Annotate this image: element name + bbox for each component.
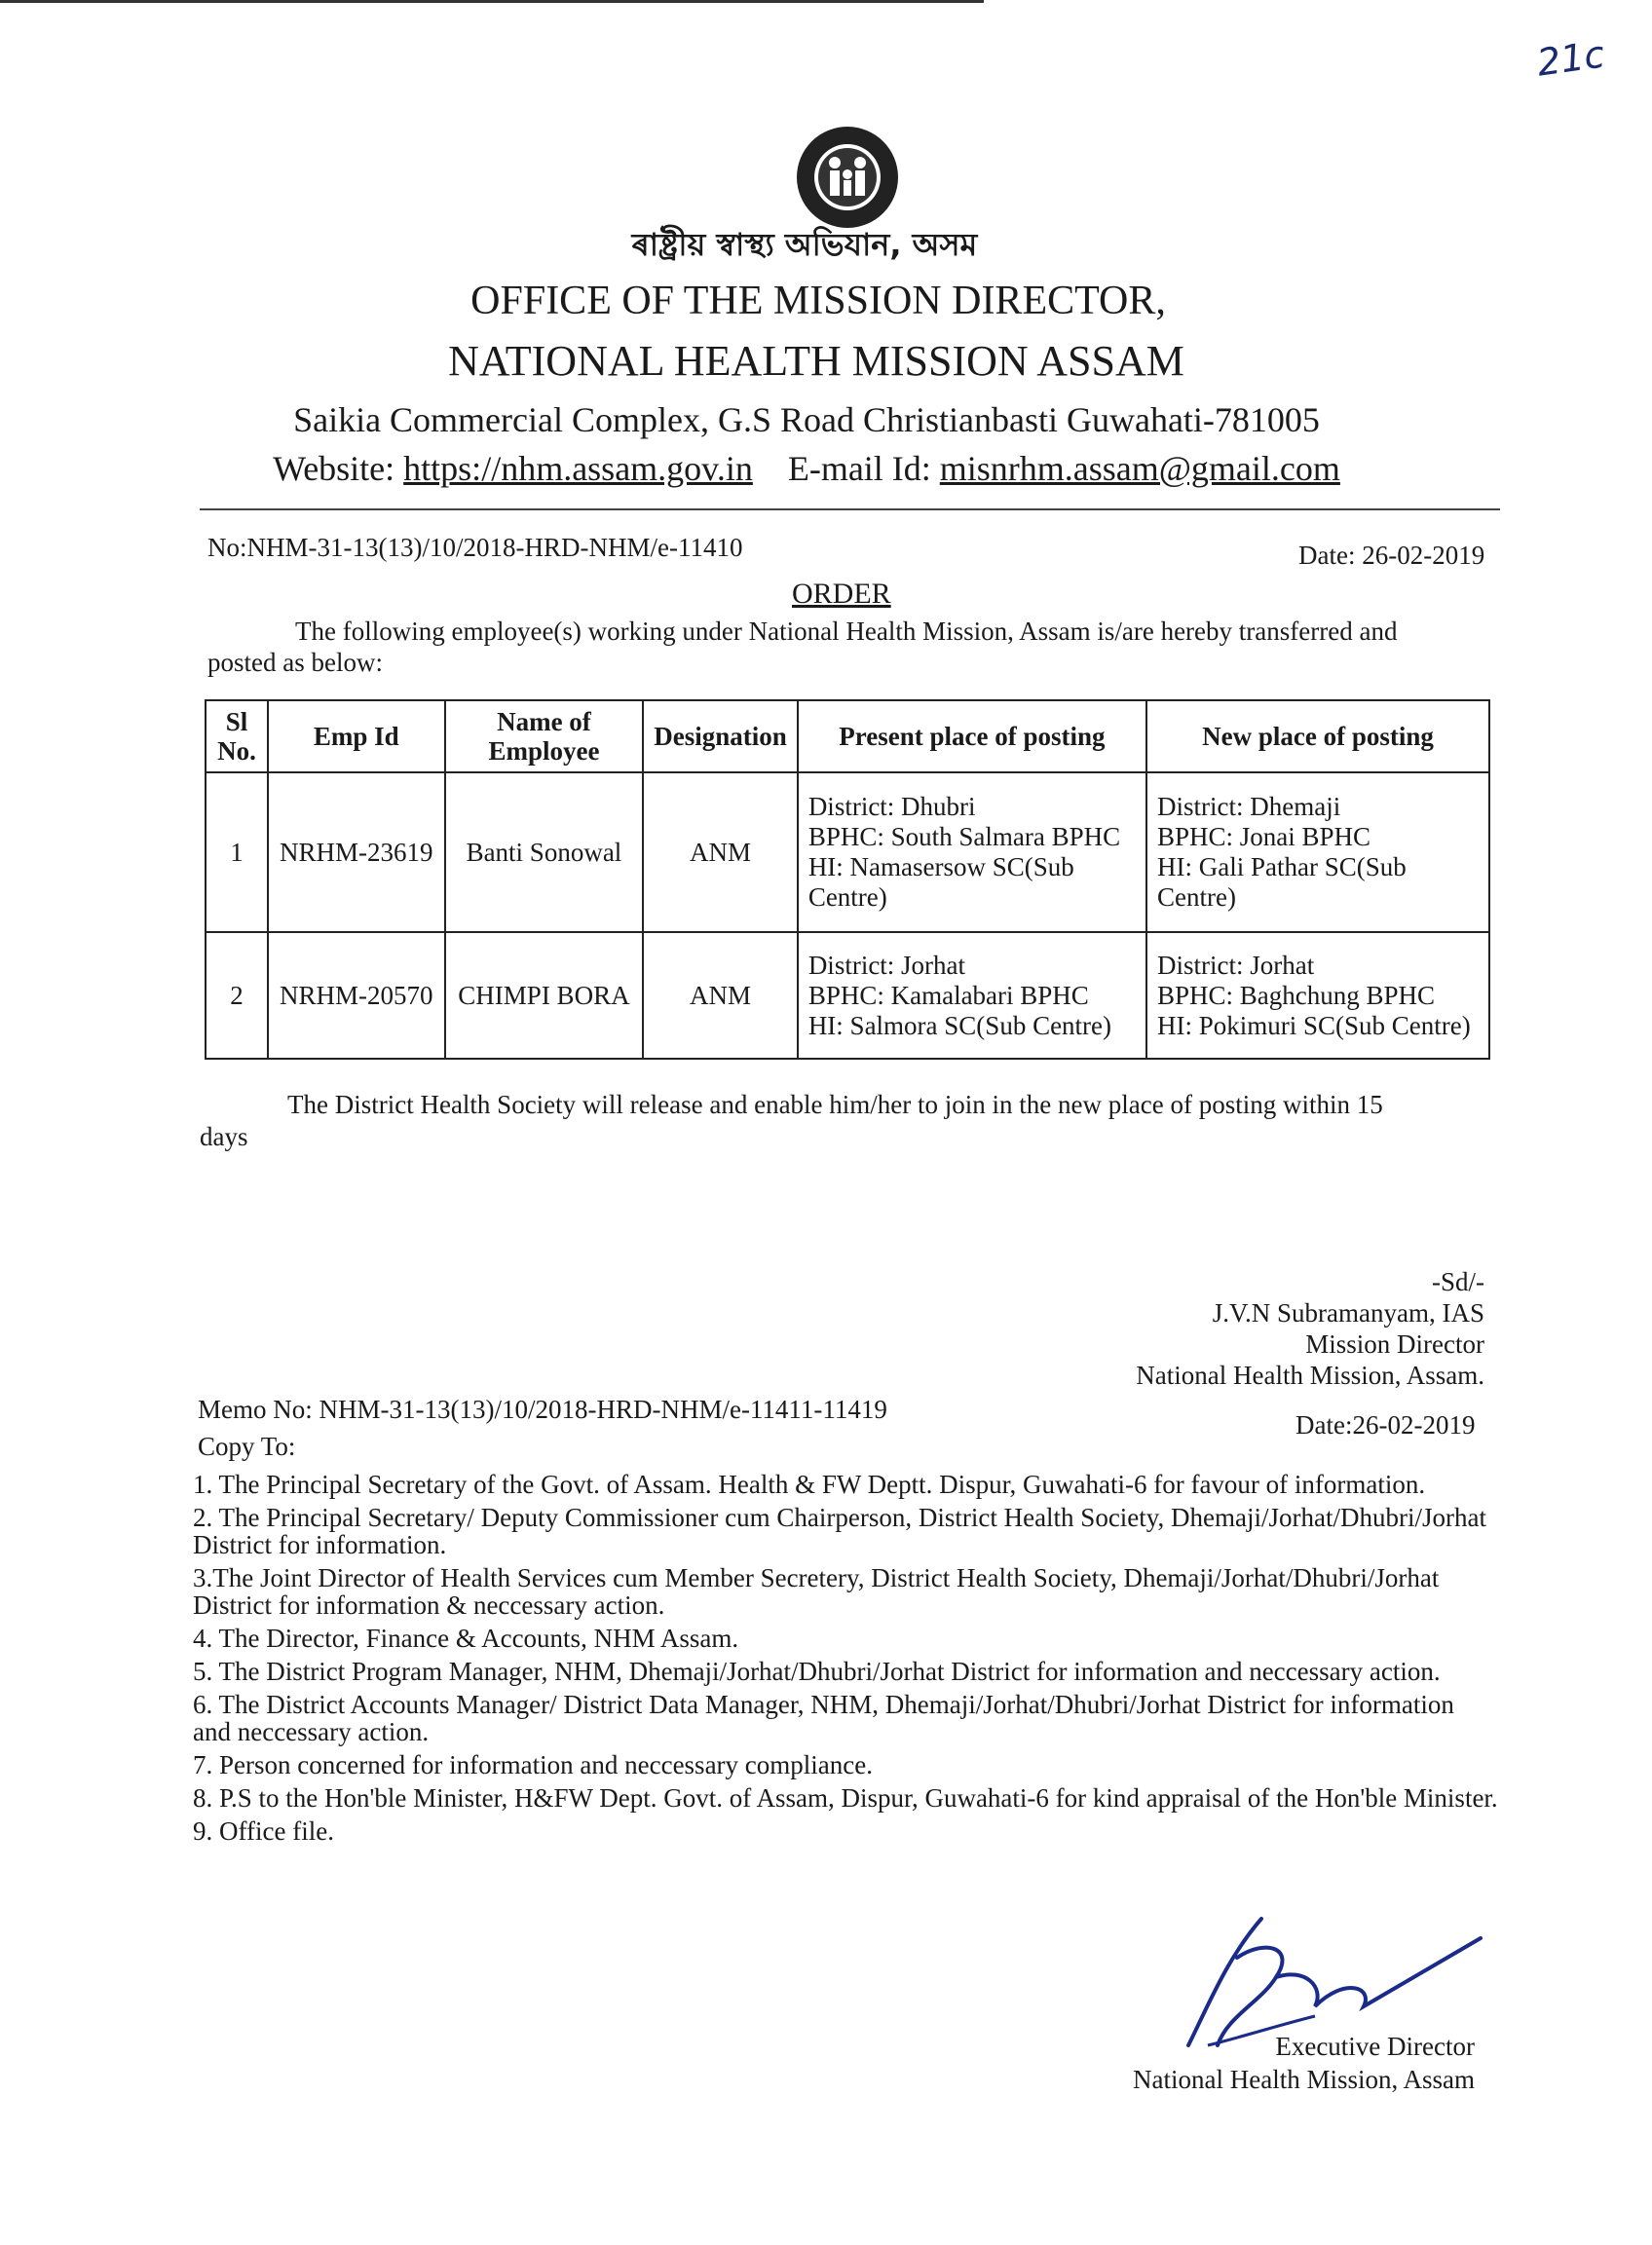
cell-emp-id: NRHM-23619 <box>268 772 445 932</box>
new-hi: HI: Gali Pathar SC(Sub Centre) <box>1156 852 1407 912</box>
signatory-name: J.V.N Subramanyam, IAS <box>1212 1298 1484 1328</box>
order-intro <box>207 616 1474 678</box>
new-district: District: Jorhat <box>1156 950 1315 980</box>
memo-number: Memo No: NHM-31-13(13)/10/2018-HRD-NHM/e-11411-11419 <box>198 1395 887 1424</box>
scan-edge-line <box>0 0 984 3</box>
present-bphc: BPHC: South Salmara BPHC <box>807 822 1121 851</box>
cell-emp-id: NRHM-20570 <box>268 932 445 1059</box>
list-item: 1. The Principal Secretary of the Govt. of Assam. Health & FW Deptt. Dispur, Guwahati-6 for favour of information. <box>193 1470 1426 1499</box>
present-bphc: BPHC: Kamalabari BPHC <box>807 980 1089 1010</box>
memo-date: Date:26-02-2019 <box>1295 1410 1476 1440</box>
release-line-2: days <box>200 1122 248 1151</box>
header-employee-name: Name of Employee <box>445 700 644 772</box>
cell-new-posting <box>1146 932 1489 1059</box>
cell-new-posting <box>1146 772 1489 932</box>
list-item: 8. P.S to the Hon'ble Minister, H&FW Dept. Govt. of Assam, Dispur, Guwahati-6 for kind appraisal of the Hon'ble Minister. <box>193 1783 1498 1813</box>
website-label: Website: <box>273 449 395 488</box>
bengali-title: ৰাষ্ট্ৰীয় স্বাস্থ্য অভিযান, অসম <box>631 226 978 263</box>
header-present-posting: Present place of posting <box>798 700 1146 772</box>
list-item: 7. Person concerned for information and neccessary compliance. <box>193 1750 873 1779</box>
cell-employee-name: CHIMPI BORA <box>445 932 644 1059</box>
table-row <box>206 772 1489 932</box>
cell-sl-no: 1 <box>206 772 268 932</box>
new-bphc: BPHC: Baghchung BPHC <box>1156 980 1436 1010</box>
cell-designation: ANM <box>643 932 798 1059</box>
nhm-logo-icon <box>794 124 901 231</box>
list-item: 5. The District Program Manager, NHM, Dhemaji/Jorhat/Dhubri/Jorhat District for information and neccessary action. <box>193 1657 1441 1686</box>
copy-to-label: Copy To: <box>198 1432 296 1461</box>
header-sl-no: Sl No. <box>206 700 268 772</box>
new-district: District: Dhemaji <box>1156 792 1341 821</box>
signatory-org: National Health Mission, Assam. <box>1136 1361 1484 1390</box>
email-label: E-mail Id: <box>787 449 931 488</box>
list-item: 6. The District Accounts Manager/ District Data Manager, NHM, Dhemaji/Jorhat/Dhubri/Jorhat District for information and neccessary action. <box>193 1690 1454 1746</box>
intro-line-2: posted as below: <box>207 648 383 677</box>
cell-employee-name: Banti Sonowal <box>445 772 644 932</box>
present-district: District: Jorhat <box>807 950 966 980</box>
transfer-table <box>205 699 1490 1060</box>
header-new-posting: New place of posting <box>1146 700 1489 772</box>
present-hi: HI: Namasersow SC(Sub Centre) <box>807 852 1074 912</box>
list-item: 9. Office file. <box>193 1816 334 1846</box>
release-instruction <box>200 1089 1485 1153</box>
cell-present-posting <box>798 932 1146 1059</box>
header-divider <box>200 508 1500 510</box>
cell-sl-no: 2 <box>206 932 268 1059</box>
copy-to-list <box>193 1471 1498 1851</box>
signatory-mission-director <box>1136 1266 1484 1391</box>
cell-present-posting <box>798 772 1146 932</box>
handwritten-page-number: 21c <box>1534 32 1607 85</box>
signatory-executive-director <box>1133 2030 1475 2096</box>
table-row <box>206 932 1489 1059</box>
signatory-title: Executive Director <box>1275 2032 1475 2061</box>
header-designation: Designation <box>643 700 798 772</box>
cell-designation: ANM <box>643 772 798 932</box>
order-reference-number: No:NHM-31-13(13)/10/2018-HRD-NHM/e-11410 <box>207 533 743 562</box>
signatory-org: National Health Mission, Assam <box>1133 2065 1475 2094</box>
signatory-title: Mission Director <box>1305 1329 1484 1359</box>
present-hi: HI: Salmora SC(Sub Centre) <box>807 1010 1112 1040</box>
office-title-line1: OFFICE OF THE MISSION DIRECTOR, <box>470 279 1166 323</box>
table-header-row <box>206 700 1489 772</box>
present-district: District: Dhubri <box>807 792 976 821</box>
office-address: Saikia Commercial Complex, G.S Road Christianbasti Guwahati-781005 <box>293 400 1320 439</box>
order-date: Date: 26-02-2019 <box>1298 541 1485 570</box>
order-heading: ORDER <box>792 578 891 610</box>
release-line-1: The District Health Society will release and enable him/her to join in the new place of posting within 15 <box>287 1090 1383 1119</box>
header-emp-id: Emp Id <box>268 700 445 772</box>
list-item: 3.The Joint Director of Health Services cum Member Secretery, District Health Society, Dhemaji/Jorhat/Dhubri/Jorhat District for information & neccessary action. <box>193 1563 1440 1620</box>
email-link[interactable]: misnrhm.assam@gmail.com <box>939 449 1340 488</box>
office-title-line2: NATIONAL HEALTH MISSION ASSAM <box>448 337 1184 385</box>
contact-line <box>0 448 1633 489</box>
new-hi: HI: Pokimuri SC(Sub Centre) <box>1156 1010 1471 1040</box>
new-bphc: BPHC: Jonai BPHC <box>1156 822 1371 851</box>
list-item: 4. The Director, Finance & Accounts, NHM Assam. <box>193 1624 739 1653</box>
website-link[interactable]: https://nhm.assam.gov.in <box>403 449 753 488</box>
list-item: 2. The Principal Secretary/ Deputy Commissioner cum Chairperson, District Health Society, Dhemaji/Jorhat/Dhubri/Jorhat District for information. <box>193 1503 1486 1559</box>
sd-mark: -Sd/- <box>1432 1267 1484 1296</box>
intro-line-1: The following employee(s) working under National Health Mission, Assam is/are hereby transferred and <box>295 617 1398 646</box>
